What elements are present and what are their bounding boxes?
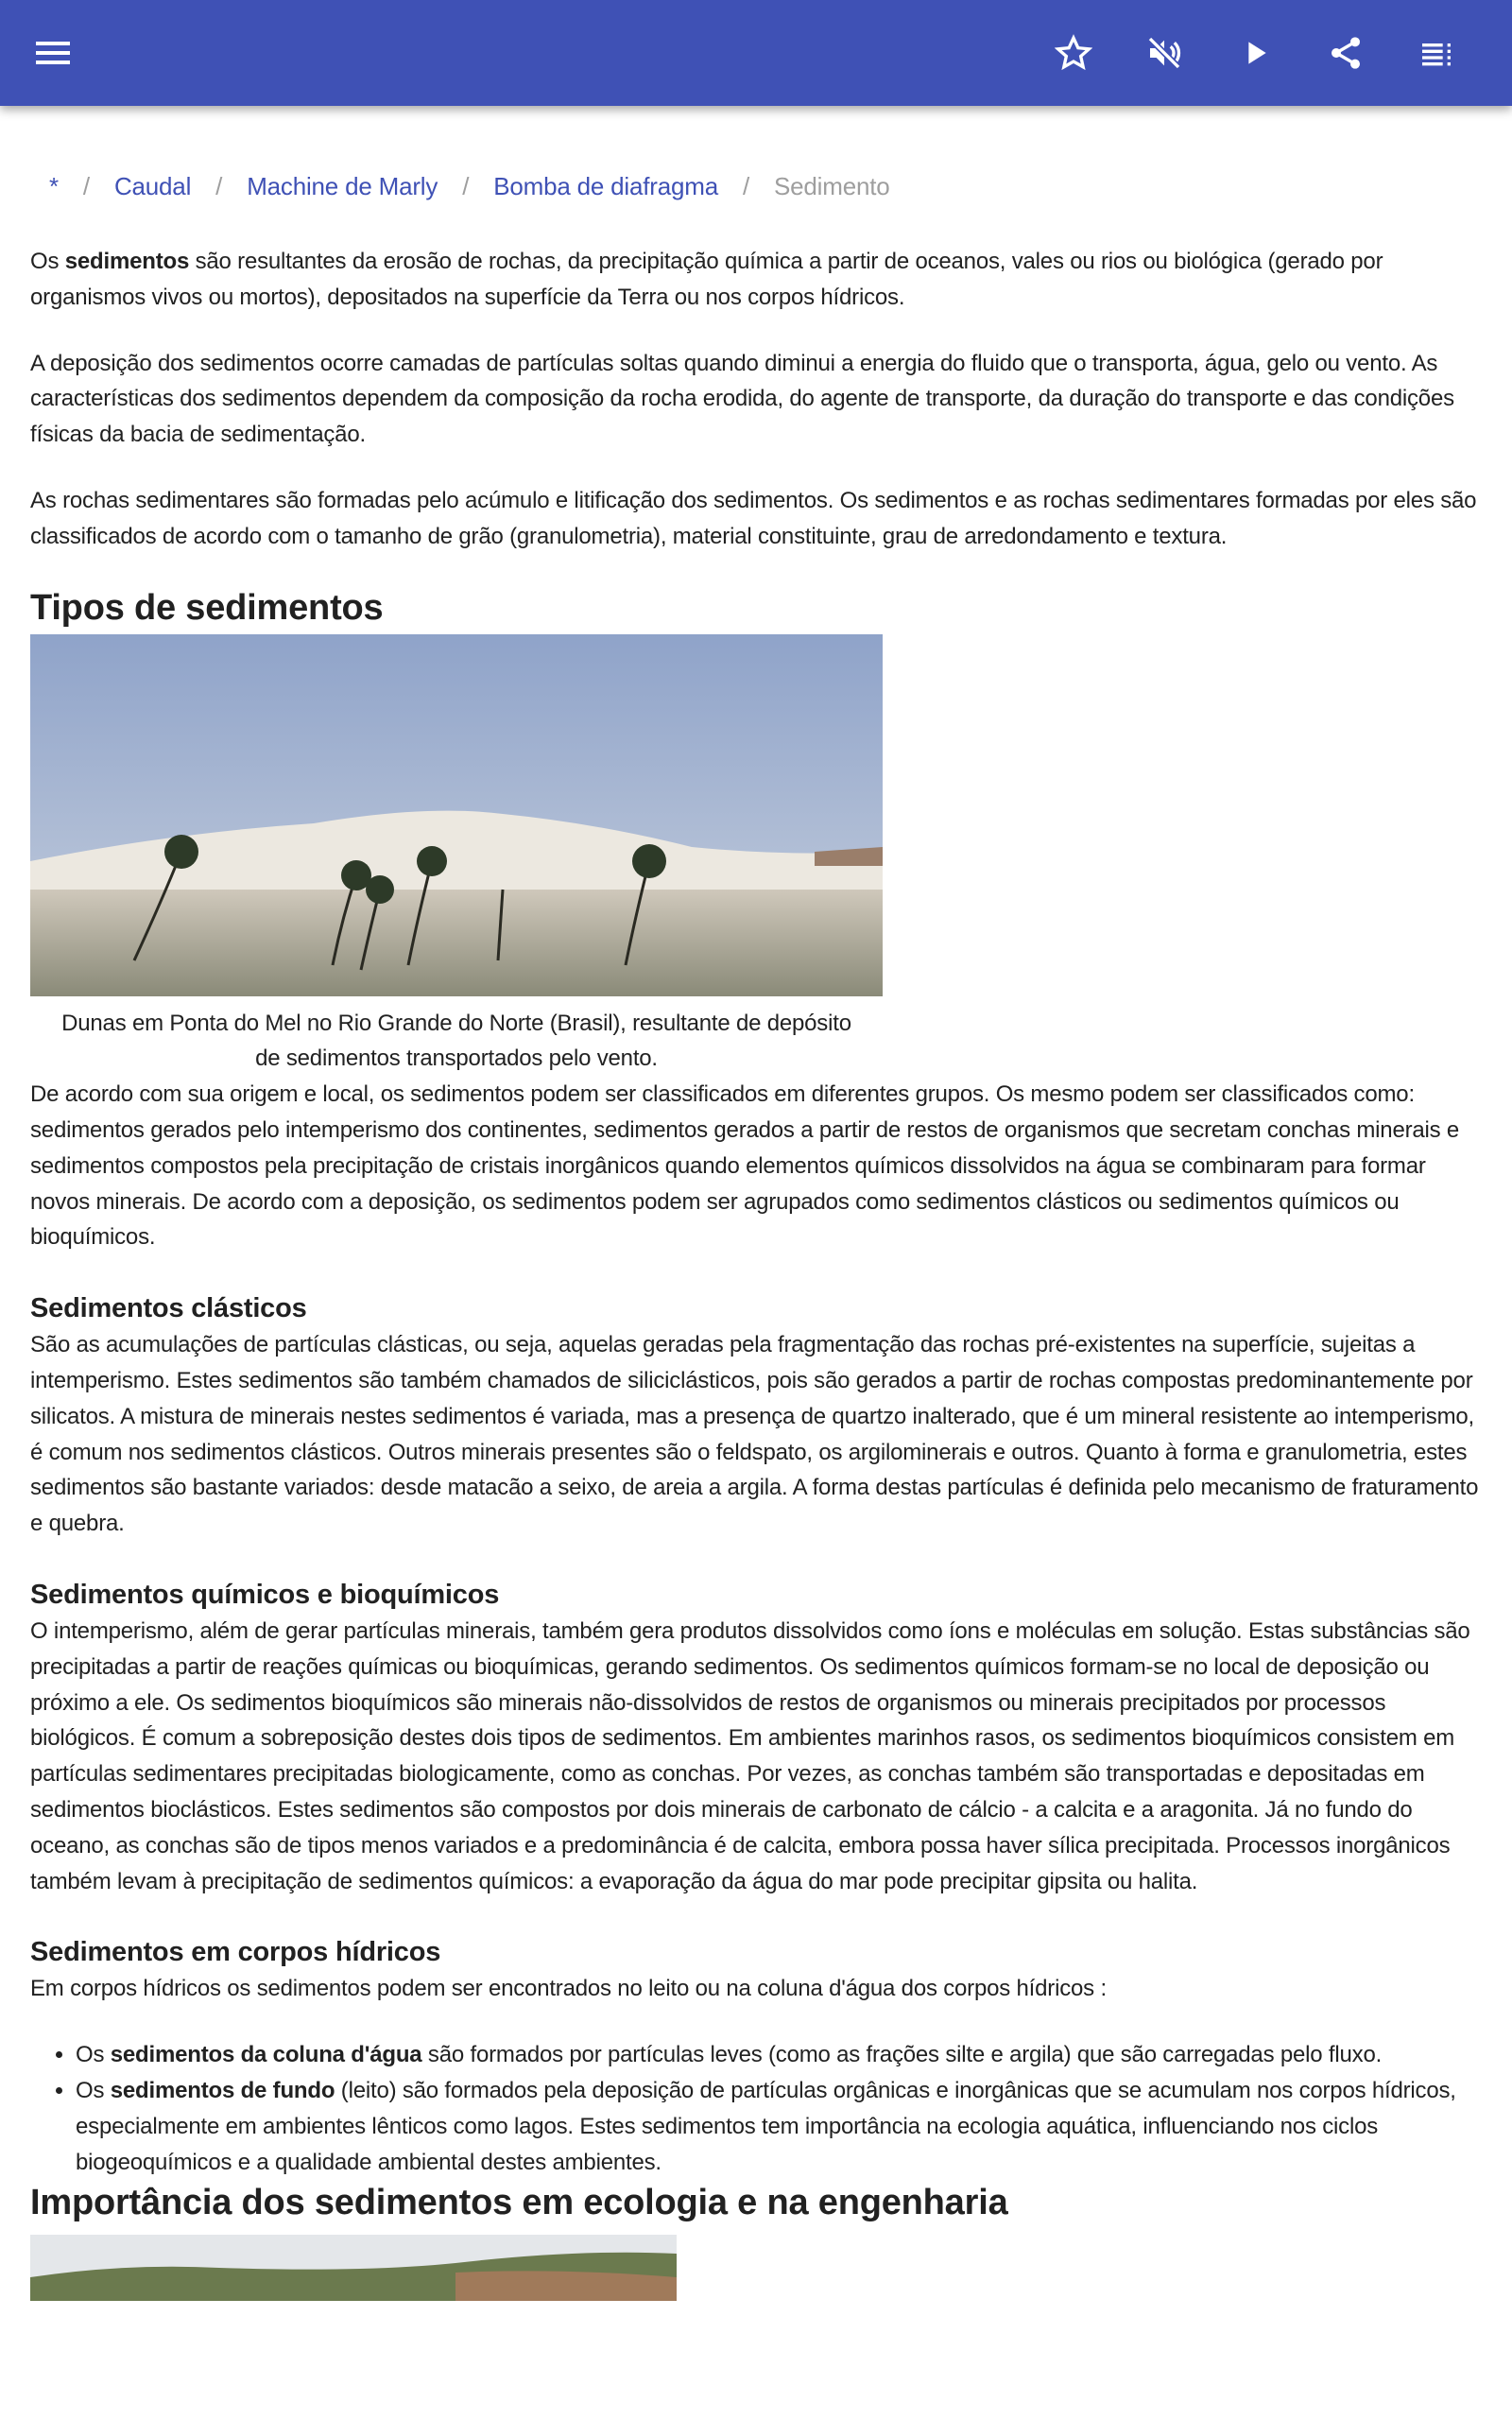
figure-caption: Dunas em Ponta do Mel no Rio Grande do Norte (Brasil), resultante de depósito de sedimentos transportados pelo vento. (61, 1010, 851, 1072)
text: são formados por partículas leves (como as frações silte e argila) que são carregadas pelo fluxo. (421, 2042, 1383, 2068)
text: Os (76, 2042, 111, 2068)
play-icon[interactable] (1232, 30, 1278, 76)
paragraph-deposition: A deposição dos sedimentos ocorre camadas de partículas soltas quando diminui a energia do fluido que o transporta, água, gelo ou vento. As características dos sedimentos dependem da composição da rocha erodida, do agente de transporte, da duração do transporte e das condições físicas da bacia de sedimentação. (30, 350, 1454, 448)
landscape-image[interactable] (30, 2235, 677, 2301)
dunes-image[interactable] (30, 634, 883, 996)
breadcrumb-separator: / (462, 172, 470, 201)
paragraph-rocks: As rochas sedimentares são formadas pelo acúmulo e litificação dos sedimentos. Os sedimentos e as rochas sedimentares formadas por eles são classificados de acordo com o tamanho de grão (granulometria), material constituinte, grau de arredondamento e textura. (30, 487, 1477, 549)
breadcrumb-separator: / (82, 172, 90, 201)
sediment-list (76, 2037, 1486, 2180)
bold-term: sedimentos da coluna d'água (110, 2042, 422, 2068)
bold-term: sedimentos (64, 249, 190, 274)
heading-importancia: Importância dos sedimentos em ecologia e na engenharia (30, 2183, 1008, 2223)
breadcrumb-separator: / (215, 172, 223, 201)
app-bar (0, 0, 1512, 106)
breadcrumb (49, 161, 1486, 214)
list-item (76, 2073, 1486, 2180)
breadcrumb-separator: / (742, 172, 750, 201)
text: (leito) são formados pela deposição de partículas orgânicas e inorgânicas que se acumulam nos corpos hídricos, especialmente em ambientes lênticos como lagos. Estes sedimentos tem importância na ecologia aquática, influenciando nos ciclos biogeoquímicos e a qualidade ambiental destes ambientes. (76, 2077, 1456, 2175)
breadcrumb-machine-de-marly[interactable]: Machine de Marly (247, 172, 438, 201)
bold-term: sedimentos de fundo (110, 2077, 335, 2103)
paragraph-quimicos: O intemperismo, além de gerar partículas minerais, também gera produtos dissolvidos como íons e moléculas em solução. Estas substâncias são precipitadas a partir de reações químicas ou bioquímicas, gerando sedimentos. Os sedimentos químicos formam-se no local de deposição ou próximo a ele. Os sedimentos bioquímicos são minerais não-dissolvidos de restos de organismos ou minerais precipitados por processos biológicos. É comum a sobreposição destes dois tipos de sedimentos. Em ambientes marinhos rasos, os sedimentos bioquímicos consistem em partículas sedimentares precipitadas biologicamente, como as conchas. Por vezes, as conchas também são transportadas e depositadas em sedimentos bioclásticos. Estes sedimentos são compostos por dois minerais de carbonato de cálcio - a calcita e a aragonita. Já no fundo do oceano, as conchas são de tipos menos variados e a predominância é de calcita, embora possa haver sílica precipitada. Processos inorgânicos também levam à precipitação de sedimentos químicos: a evaporação da água do mar pode precipitar gipsita ou halita. (30, 1617, 1470, 1894)
heading-quimicos: Sedimentos químicos e bioquímicos (30, 1579, 500, 1610)
heading-tipos: Tipos de sedimentos (30, 587, 384, 628)
list-item (76, 2037, 1486, 2073)
volume-off-icon[interactable] (1142, 30, 1187, 76)
star-icon[interactable] (1051, 30, 1096, 76)
text: são resultantes da erosão de rochas, da precipitação química a partir de oceanos, vales ou rios ou biológica (gerado por organismos vivos ou mortos), depositados na superfície da Terra ou nos corpos hídricos. (30, 249, 1383, 310)
figure-dunes (30, 634, 883, 1078)
breadcrumb-caudal[interactable]: Caudal (113, 172, 192, 201)
breadcrumb-current: Sedimento (774, 172, 890, 201)
paragraph-clasticos: São as acumulações de partículas clásticas, ou seja, aquelas geradas pela fragmentação das rochas pré-existentes na superfície, sujeitas a intemperismo. Estes sedimentos são também chamados de siliciclásticos, pois são gerados a partir de rochas compostas predominantemente por silicatos. A mistura de minerais nestes sedimentos é variada, mas a presença de quartzo inalterado, que é um mineral resistente ao intemperismo, é comum nos sedimentos clásticos. Outros minerais presentes são o feldspato, os argilominerais e outros. Quanto à forma e granulometria, estes sedimentos são bastante variados: desde matacão a seixo, de areia a argila. A forma destas partículas é definida pelo mecanismo de fraturamento e quebra. (30, 1332, 1479, 1537)
menu-icon[interactable] (30, 30, 76, 76)
heading-clasticos: Sedimentos clásticos (30, 1293, 307, 1324)
paragraph-intro (30, 244, 1486, 316)
breadcrumb-home[interactable]: * (49, 172, 59, 201)
playlist-icon[interactable] (1414, 30, 1459, 76)
text: Os (76, 2077, 111, 2103)
paragraph-groups: De acordo com sua origem e local, os sedimentos podem ser classificados em diferentes grupos. Os mesmo podem ser classificados como: sedimentos gerados pelo intemperismo dos continentes, sedimentos gerados a partir de restos de organismos que secretam conchas minerais e sedimentos compostos pela precipitação de cristais inorgânicos quando elementos químicos dissolvidos na água se combinaram para formar novos minerais. De acordo com a deposição, os sedimentos podem ser agrupados como sedimentos clásticos ou sedimentos químicos ou bioquímicos. (30, 1081, 1460, 1251)
breadcrumb-bomba-de-diafragma[interactable]: Bomba de diafragma (493, 172, 718, 201)
paragraph-hidricos: Em corpos hídricos os sedimentos podem ser encontrados no leito ou na coluna d'água dos corpos hídricos : (30, 1976, 1107, 2002)
heading-hidricos: Sedimentos em corpos hídricos (30, 1937, 441, 1968)
article (30, 161, 1486, 2301)
text: Os (30, 249, 65, 274)
share-icon[interactable] (1323, 30, 1368, 76)
